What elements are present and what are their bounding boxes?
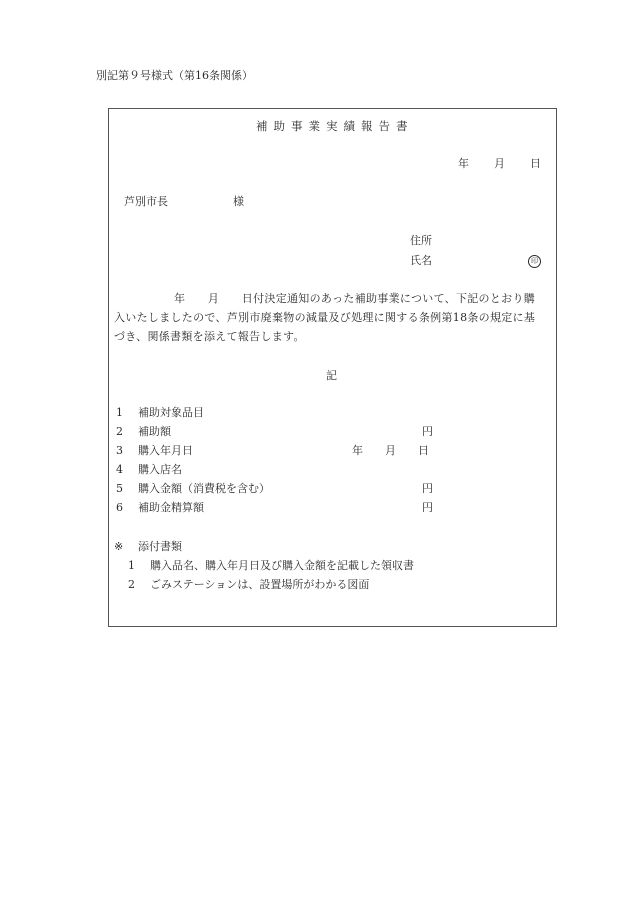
item-label: 補助金精算額 (138, 501, 204, 514)
item-label: 補助対象品目 (138, 406, 204, 419)
item-date-suffix: 年 月 日 (352, 444, 429, 457)
attachment-text: 購入品名、購入年月日及び購入金額を記載した領収書 (150, 559, 414, 572)
item-label: 購入店名 (138, 463, 182, 476)
body-line: 年 月 日付決定通知のあった補助事業について、下記のとおり購 (174, 292, 536, 305)
addressee-honorific: 様 (233, 195, 244, 208)
body-line: づき、関係書類を添えて報告します。 (114, 330, 305, 343)
seal-icon: 印 (528, 255, 541, 268)
attachment-number: 2 (128, 578, 135, 591)
form-number-label: 別記第９号様式（第16条関係） (96, 69, 253, 82)
item-label: 購入年月日 (138, 444, 193, 457)
item-number: 4 (116, 463, 123, 476)
form-title: 補助事業実績報告書 (256, 119, 414, 133)
date-year-label: 年 (458, 157, 469, 170)
item-number: 5 (116, 482, 123, 495)
item-unit-yen: 円 (422, 501, 433, 514)
item-label: 購入金額（消費税を含む） (138, 482, 270, 495)
seal-mark (528, 254, 541, 268)
attachments-heading: 添付書類 (138, 540, 182, 553)
body-line: 入いたしましたので、芦別市廃棄物の減量及び処理に関する条例第18条の規定に基 (114, 311, 536, 324)
date-day-label: 日 (530, 157, 541, 170)
name-label: 氏名 (410, 254, 432, 267)
item-number: 6 (116, 501, 123, 514)
item-number: 1 (116, 406, 123, 419)
attachment-number: 1 (128, 559, 135, 572)
address-label: 住所 (410, 234, 432, 247)
item-unit-yen: 円 (422, 482, 433, 495)
date-month-label: 月 (494, 157, 505, 170)
item-number: 3 (116, 444, 123, 457)
ki-heading: 記 (326, 369, 337, 382)
item-unit-yen: 円 (422, 425, 433, 438)
attachment-text: ごみステーションは、設置場所がわかる図面 (150, 578, 370, 591)
addressee-name: 芦別市長 (124, 195, 168, 208)
note-mark: ※ (114, 540, 124, 553)
item-number: 2 (116, 425, 123, 438)
item-label: 補助額 (138, 425, 171, 438)
